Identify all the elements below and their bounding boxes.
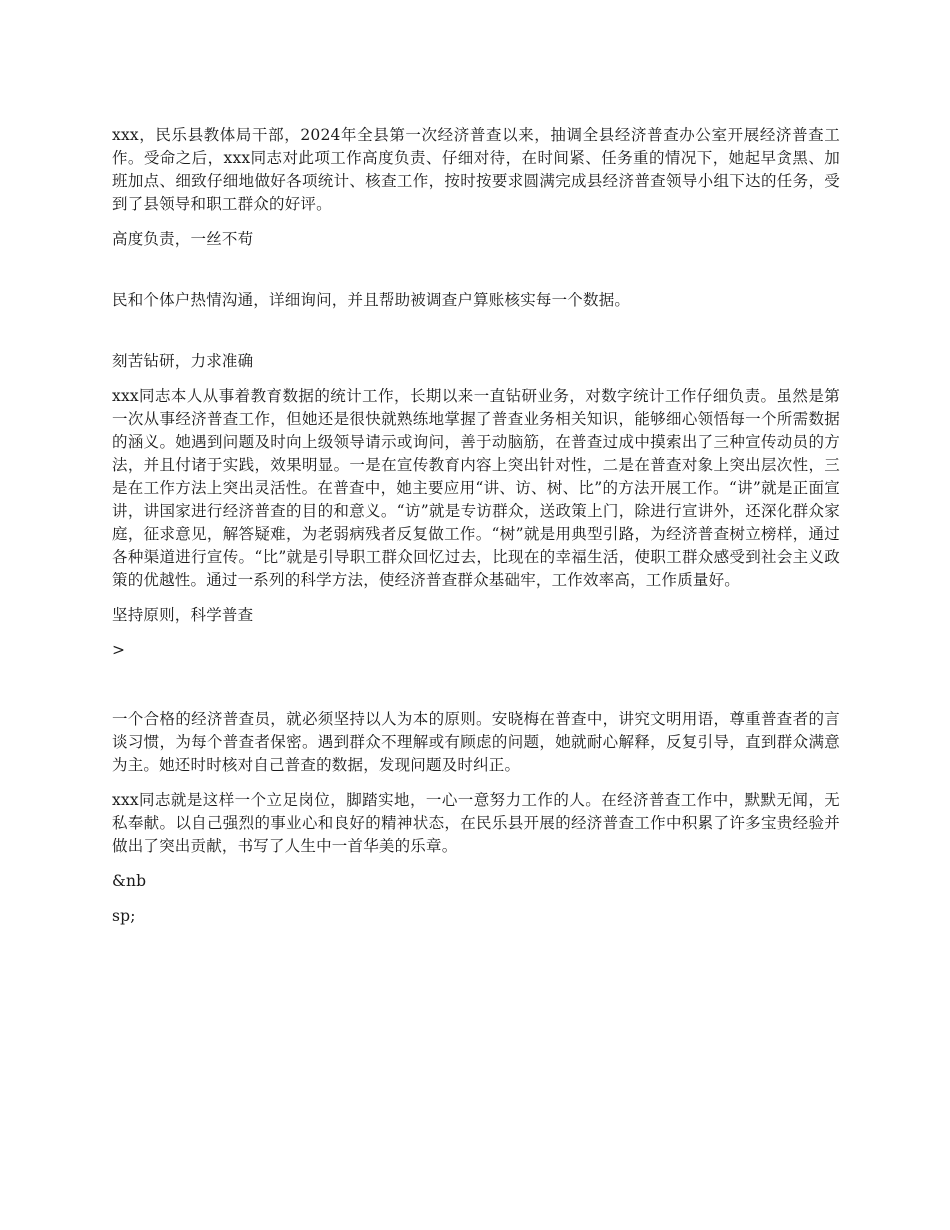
paragraph-intro: xxx，民乐县教体局干部，2024年全县第一次经济普查以来，抽调全县经济普查办公室开展经济普查工作。受命之后，xxx同志对此项工作高度负责、仔细对待，在时间紧、任务重的情况下，她起早贪黑、加班加点、细致仔细地做好各项统计、核查工作，按时按要求圆满完成县经济普查领导小组下达的任务，受到了县领导和职工群众的好评。 bbox=[112, 126, 840, 213]
stray-text-fragment-1: &nb bbox=[112, 872, 147, 890]
paragraph-principle: 一个合格的经济普查员，就必须坚持以人为本的原则。安晓梅在普查中，讲究文明用语，尊重普查者的言谈习惯，为每个普查者保密。遇到群众不理解或有顾虑的问题，她就耐心解释，反复引导，直到群众满意为主。她还时时核对自己普查的数据，发现问题及时纠正。 bbox=[112, 710, 840, 774]
paragraph-communication: 民和个体户热情沟通，详细询问，并且帮助被调查户算账核实每一个数据。 bbox=[112, 291, 631, 309]
section-heading-diligent: 刻苦钻研，力求准确 bbox=[112, 352, 254, 370]
document-body bbox=[112, 124, 840, 940]
section-heading-responsible: 高度负责，一丝不苟 bbox=[112, 230, 254, 248]
stray-symbol: > bbox=[112, 641, 126, 659]
paragraph-methods: xxx同志本人从事着教育数据的统计工作，长期以来一直钻研业务，对数字统计工作仔细负责。虽然是第一次从事经济普查工作，但她还是很快就熟练地掌握了普查业务相关知识，能够细心领悟每一个所需数据的涵义。她遇到问题及时向上级领导请示或询问，善于动脑筋，在普查过成中摸索出了三种宣传动员的方法，并且付诸于实践，效果明显。一是在宣传教育内容上突出针对性，二是在普查对象上突出层次性，三是在工作方法上突出灵活性。在普查中，她主要应用“讲、访、树、比”的方法开展工作。“讲”就是正面宣讲，讲国家进行经济普查的目的和意义。“访”就是专访群众，送政策上门，除进行宣讲外，还深化群众家庭，征求意见，解答疑难，为老弱病残者反复做工作。“树”就是用典型引路，为经济普查树立榜样，通过各种渠道进行宣传。“比”就是引导职工群众回忆过去，比现在的幸福生活，使职工群众感受到社会主义政策的优越性。通过一系列的科学方法，使经济普查群众基础牢，工作效率高，工作质量好。 bbox=[112, 387, 840, 589]
section-heading-principle: 坚持原则，科学普查 bbox=[112, 606, 254, 624]
stray-text-fragment-2: sp; bbox=[112, 907, 136, 925]
paragraph-conclusion: xxx同志就是这样一个立足岗位，脚踏实地，一心一意努力工作的人。在经济普查工作中，默默无闻，无私奉献。以自己强烈的事业心和良好的精神状态，在民乐县开展的经济普查工作中积累了许多宝贵经验并做出了突出贡献，书写了人生中一首华美的乐章。 bbox=[112, 791, 840, 855]
